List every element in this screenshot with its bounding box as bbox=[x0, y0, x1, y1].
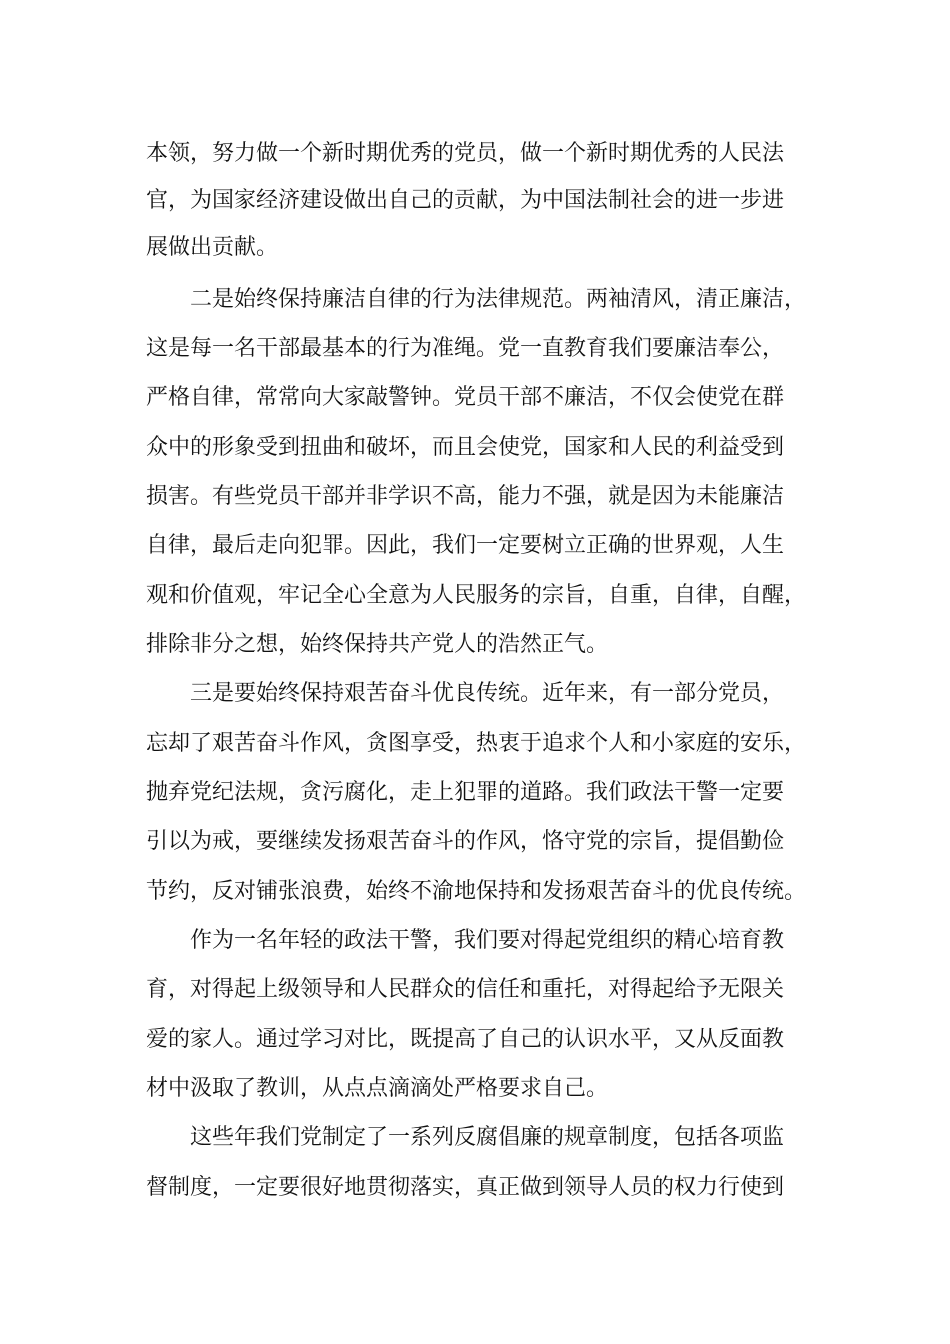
paragraph-start-line: 作为一名年轻的政法干警，我们要对得起党组织的精心培育教 bbox=[190, 928, 785, 953]
paragraph-start-line: 这些年我们党制定了一系列反腐倡廉的规章制度，包括各项监 bbox=[190, 1125, 785, 1150]
text-line: 节约，反对铺张浪费，始终不渝地保持和发扬艰苦奋斗的优良传统。 bbox=[146, 879, 807, 904]
text-line: 排除非分之想，始终保持共产党人的浩然正气。 bbox=[146, 632, 609, 657]
text-line: 自律，最后走向犯罪。因此，我们一定要树立正确的世界观，人生 bbox=[146, 533, 785, 558]
text-line: 官，为国家经济建设做出自己的贡献，为中国法制社会的进一步进 bbox=[146, 188, 785, 213]
text-line: 展做出贡献。 bbox=[146, 235, 279, 260]
text-line: 育，对得起上级领导和人民群众的信任和重托，对得起给予无限关 bbox=[146, 977, 785, 1002]
text-line: 这是每一名干部最基本的行为准绳。党一直教育我们要廉洁奉公， bbox=[146, 336, 785, 361]
text-line: 损害。有些党员干部并非学识不高，能力不强，就是因为未能廉洁 bbox=[146, 484, 785, 509]
text-line: 材中汲取了教训，从点点滴滴处严格要求自己。 bbox=[146, 1076, 609, 1101]
paragraph-start-line: 三是要始终保持艰苦奋斗优良传统。近年来，有一部分党员， bbox=[190, 681, 785, 706]
text-line: 严格自律，常常向大家敲警钟。党员干部不廉洁，不仅会使党在群 bbox=[146, 385, 785, 410]
text-line: 观和价值观，牢记全心全意为人民服务的宗旨，自重，自律，自醒， bbox=[146, 583, 807, 608]
text-line: 本领，努力做一个新时期优秀的党员，做一个新时期优秀的人民法 bbox=[146, 141, 785, 166]
text-line: 督制度，一定要很好地贯彻落实，真正做到领导人员的权力行使到 bbox=[146, 1175, 785, 1200]
text-line: 忘却了艰苦奋斗作风，贪图享受，热衷于追求个人和小家庭的安乐， bbox=[146, 731, 807, 756]
paragraph-start-line: 二是始终保持廉洁自律的行为法律规范。两袖清风，清正廉洁， bbox=[190, 287, 807, 312]
text-line: 爱的家人。通过学习对比，既提高了自己的认识水平，又从反面教 bbox=[146, 1027, 785, 1052]
text-line: 众中的形象受到扭曲和破坏，而且会使党，国家和人民的利益受到 bbox=[146, 435, 785, 460]
text-line: 引以为戒，要继续发扬艰苦奋斗的作风，恪守党的宗旨，提倡勤俭 bbox=[146, 829, 785, 854]
text-line: 抛弃党纪法规，贪污腐化，走上犯罪的道路。我们政法干警一定要 bbox=[146, 780, 785, 805]
